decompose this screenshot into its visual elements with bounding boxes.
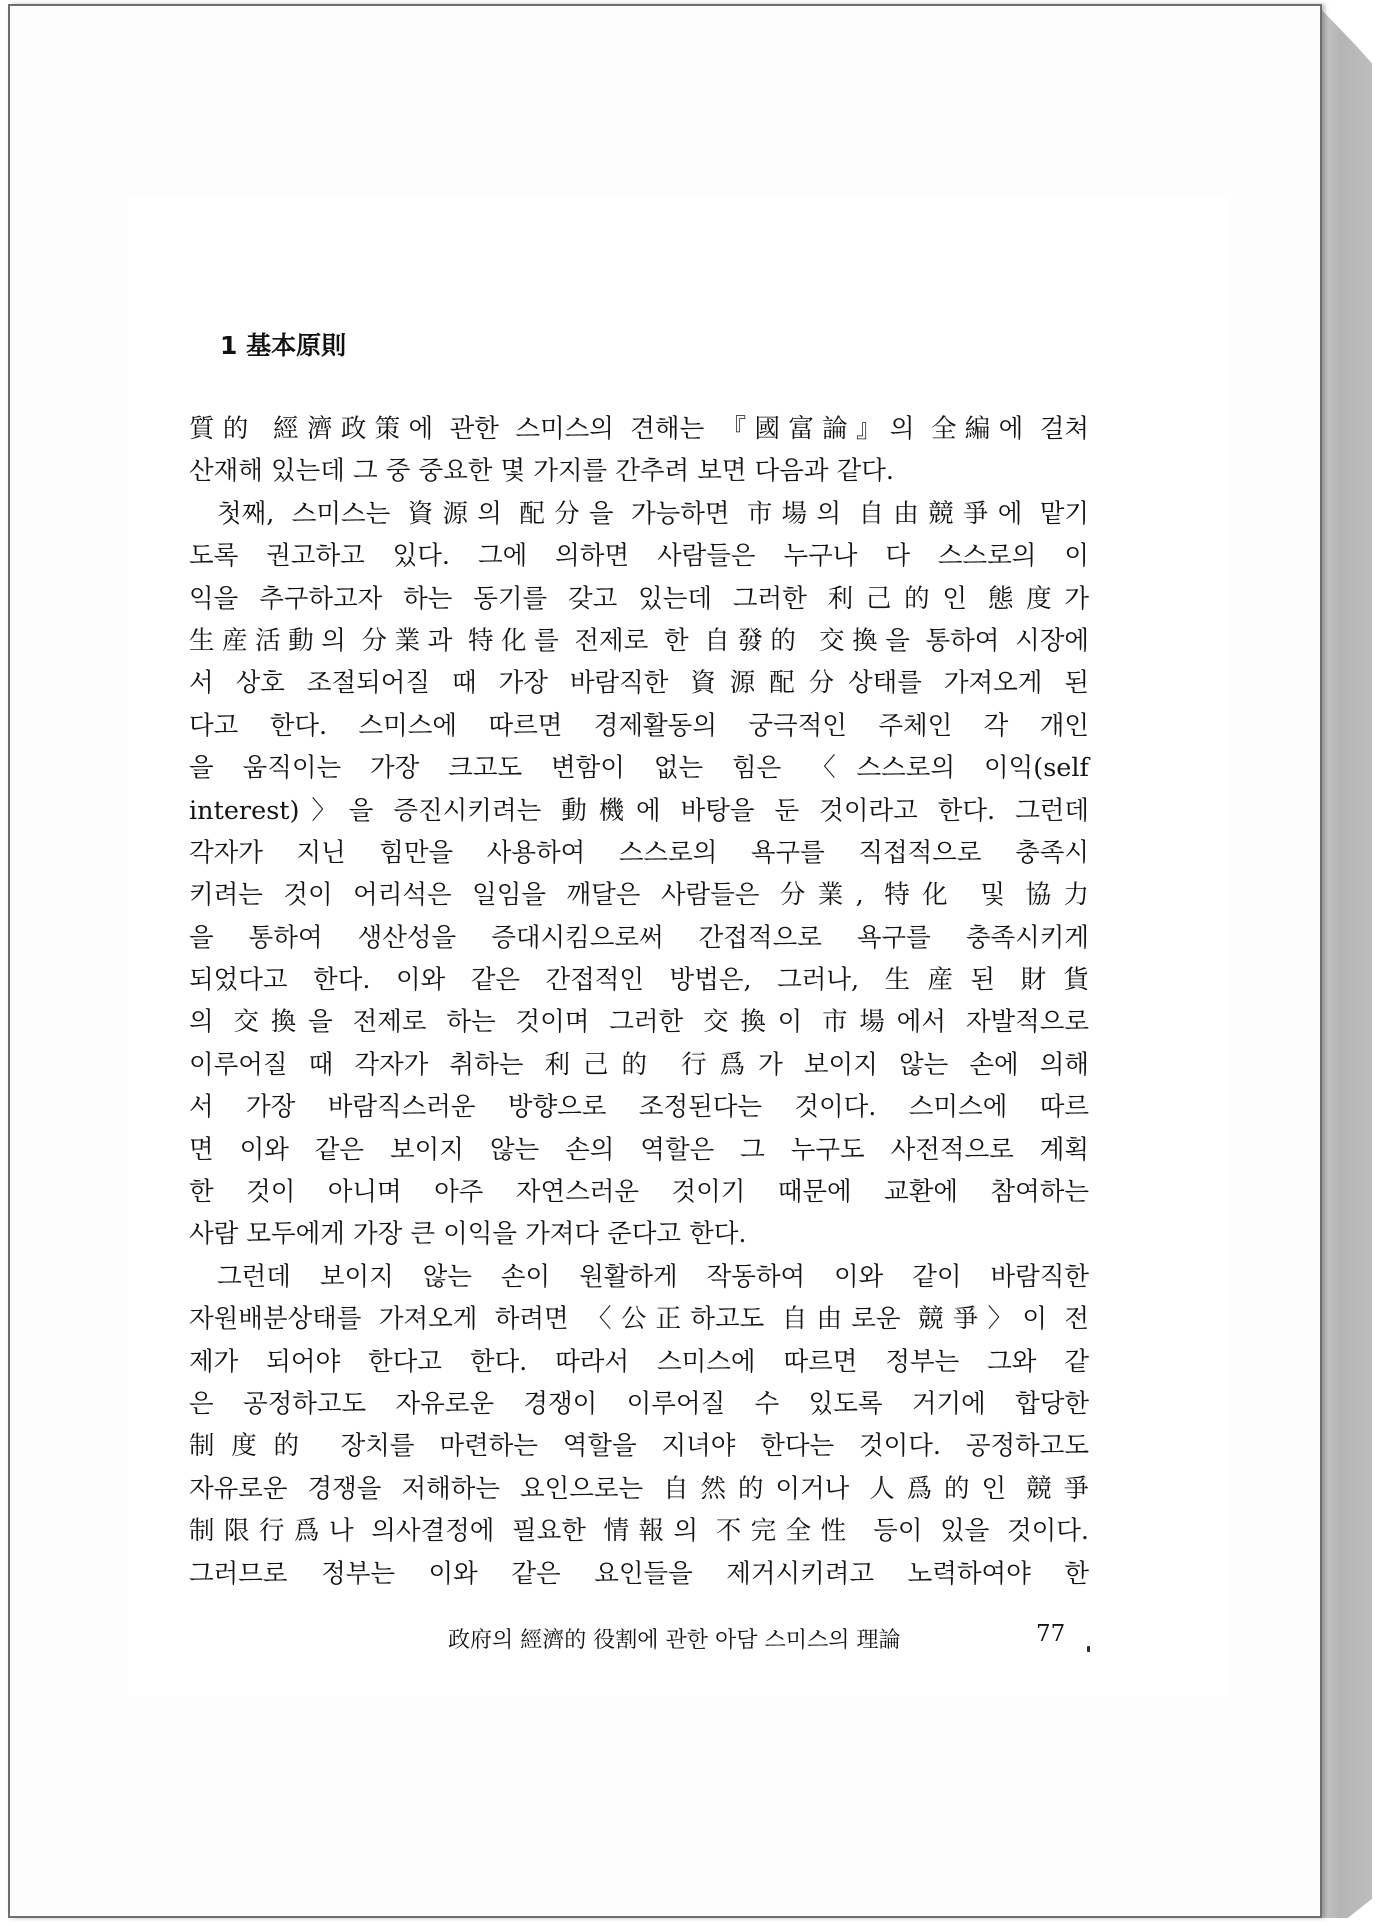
- text-line: 각자가 지닌 힘만을 사용하여 스스로의 욕구를 직접적으로 충족시: [189, 837, 1089, 868]
- text-line: 도록 권고하고 있다. 그에 의하면 사람들은 누구나 다 스스로의 이: [189, 541, 1089, 572]
- text-line: 을 움직이는 가장 크고도 변함이 없는 힘은 〈스스로의 이익(self: [189, 753, 1089, 784]
- text-line: 제가 되어야 한다고 한다. 따라서 스미스에 따르면 정부는 그와 같: [189, 1346, 1089, 1377]
- text-line: 자유로운 경쟁을 저해하는 요인으로는 自然的이거나 人爲的인 競爭: [189, 1473, 1089, 1504]
- text-line: 첫째, 스미스는 資源의 配分을 가능하면 市場의 自由競爭에 맡기: [217, 498, 1089, 529]
- text-line: 한 것이 아니며 아주 자연스러운 것이기 때문에 교환에 참여하는: [189, 1177, 1089, 1208]
- section-title: 1 基本原則: [220, 331, 347, 360]
- text-line: 다고 한다. 스미스에 따르면 경제활동의 궁극적인 주체인 각 개인: [189, 710, 1089, 741]
- text-line: 서 상호 조절되어질 때 가장 바람직한 資源配分상태를 가져오게 된: [189, 668, 1089, 699]
- text-line: 質的 經濟政策에 관한 스미스의 견해는 『國富論』의 全編에 걸쳐: [189, 414, 1089, 444]
- text-line: 사람 모두에게 가장 큰 이익을 가져다 준다고 한다.: [189, 1219, 747, 1250]
- text-line: 生産活動의 分業과 特化를 전제로 한 自發的 交換을 통하여 시장에: [189, 625, 1089, 656]
- text-line: 자원배분상태를 가져오게 하려면 〈公正하고도 自由로운 競爭〉이 전: [189, 1304, 1089, 1335]
- text-line: 익을 추구하고자 하는 동기를 갖고 있는데 그러한 利己的인 態度가: [189, 583, 1089, 614]
- page-number: 77: [1036, 1621, 1066, 1647]
- ink-speck: [1087, 1646, 1090, 1652]
- text-line: 制限行爲나 의사결정에 필요한 情報의 不完全性 등이 있을 것이다.: [189, 1516, 1089, 1547]
- text-line: 制度的 장치를 마련하는 역할을 지녀야 한다는 것이다. 공정하고도: [189, 1431, 1089, 1462]
- text-line: 산재해 있는데 그 중 중요한 몇 가지를 간추려 보면 다음과 같다.: [189, 456, 894, 487]
- text-line: interest)〉을 증진시키려는 動機에 바탕을 둔 것이라고 한다. 그런데: [189, 795, 1089, 826]
- text-line: 은 공정하고도 자유로운 경쟁이 이루어질 수 있도록 거기에 합당한: [189, 1388, 1089, 1419]
- running-footer: 政府의 經濟的 役割에 관한 아담 스미스의 理論: [448, 1628, 901, 1653]
- text-line: 을 통하여 생산성을 증대시킴으로써 간접적으로 욕구를 충족시키게: [189, 922, 1089, 953]
- text-line: 그러므로 정부는 이와 같은 요인들을 제거시키려고 노력하여야 한: [189, 1558, 1089, 1589]
- text-line: 그런데 보이지 않는 손이 원활하게 작동하여 이와 같이 바람직한: [217, 1261, 1089, 1292]
- text-line: 서 가장 바람직스러운 방향으로 조정된다는 것이다. 스미스에 따르: [189, 1092, 1089, 1123]
- text-line: 이루어질 때 각자가 취하는 利己的 行爲가 보이지 않는 손에 의해: [189, 1049, 1089, 1080]
- text-line: 의 交換을 전제로 하는 것이며 그러한 交換이 市場에서 자발적으로: [189, 1007, 1089, 1038]
- page-stack-edge: [1318, 6, 1372, 1918]
- body-text: [189, 408, 1089, 1595]
- text-line: 되었다고 한다. 이와 같은 간접적인 방법은, 그러나, 生産된 財貨: [189, 965, 1089, 996]
- text-line: 면 이와 같은 보이지 않는 손의 역할은 그 누구도 사전적으로 계획: [189, 1134, 1089, 1165]
- text-line: 키려는 것이 어리석은 일임을 깨달은 사람들은 分業, 特化 및 協力: [189, 880, 1089, 911]
